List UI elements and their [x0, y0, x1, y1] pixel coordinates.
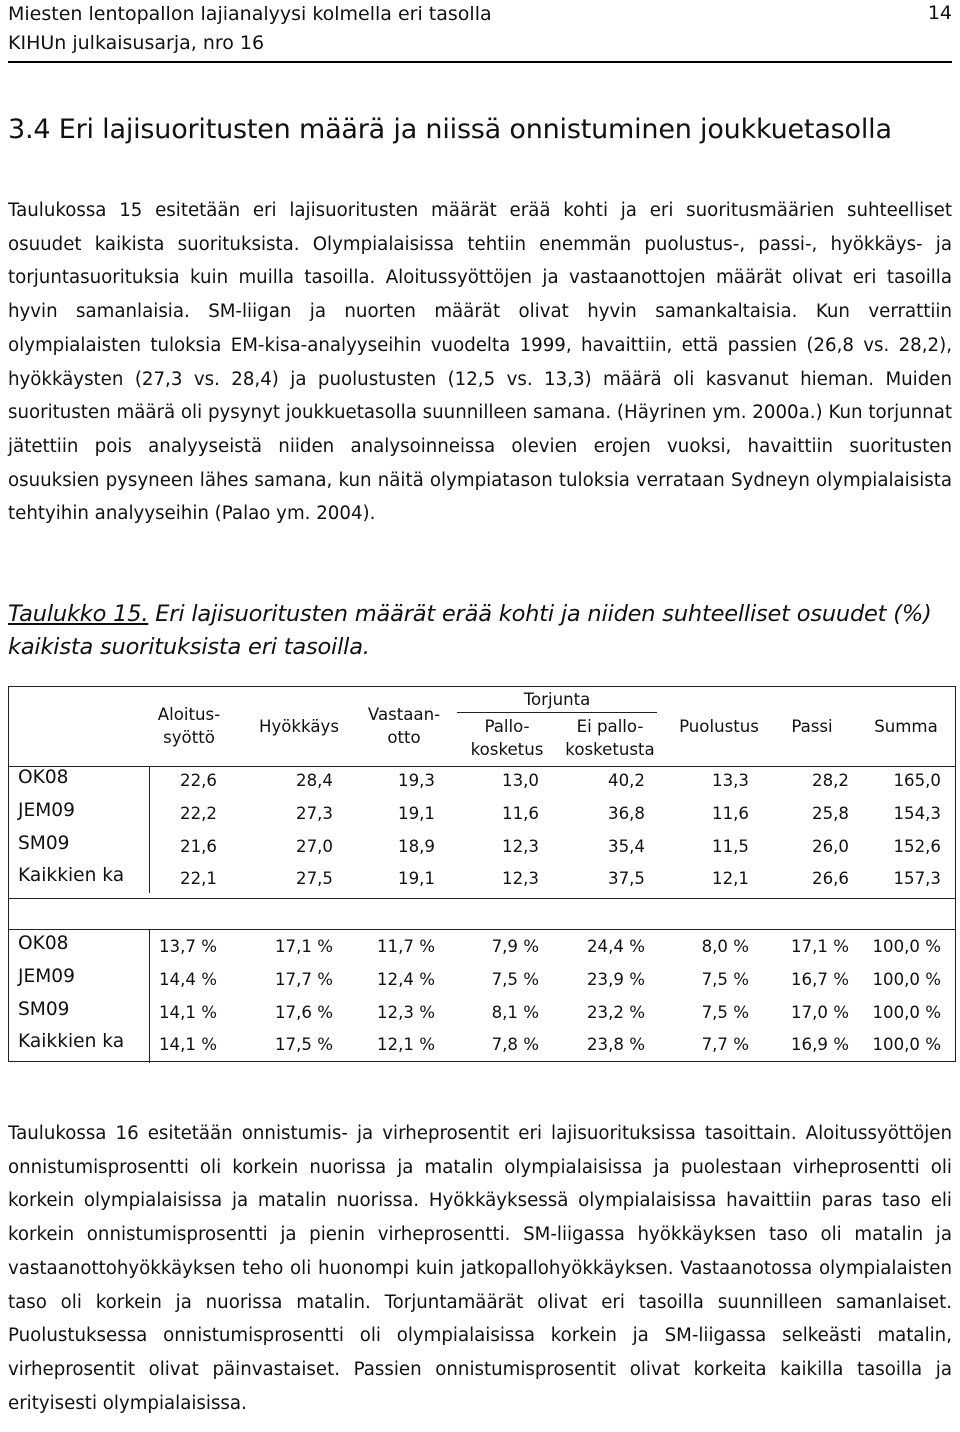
- row-label: JEM09: [18, 966, 75, 987]
- table-cell: 16,9 %: [791, 1035, 849, 1054]
- table-cell: 27,5: [296, 869, 333, 888]
- table-cell: 100,0 %: [872, 1003, 941, 1022]
- table-cell: 7,9 %: [491, 937, 539, 956]
- table-cell: 11,5: [712, 837, 749, 856]
- table-cell: 23,2 %: [587, 1003, 645, 1022]
- table-cell: 25,8: [812, 804, 849, 823]
- header-vastaanotto: Vastaan- otto: [367, 705, 441, 747]
- row-label: Kaikkien ka: [18, 1031, 125, 1052]
- table-cell: 157,3: [893, 869, 941, 888]
- table-cell: 26,0: [812, 837, 849, 856]
- table-cell: 14,1 %: [159, 1003, 217, 1022]
- table-cell: 26,6: [812, 869, 849, 888]
- table-cell: 22,6: [180, 771, 217, 790]
- table-caption-label: Taulukko 15.: [8, 601, 149, 627]
- table-cell: 12,4 %: [377, 970, 435, 989]
- running-header-title: Miesten lentopallon lajianalyysi kolmella eri tasolla: [8, 3, 492, 25]
- header-pallokosketus: Pallo- kosketus: [470, 717, 544, 759]
- table-cell: 19,1: [398, 804, 435, 823]
- table-cell: 12,1: [712, 869, 749, 888]
- table-cell: 17,0 %: [791, 1003, 849, 1022]
- table-cell: 18,9: [398, 837, 435, 856]
- table-cell: 12,3 %: [377, 1003, 435, 1022]
- data-table: [8, 686, 956, 1062]
- table-cell: 22,2: [180, 804, 217, 823]
- torjunta-rule: [457, 712, 657, 713]
- block-divider: [9, 929, 955, 930]
- table-cell: 12,3: [502, 837, 539, 856]
- table-cell: 27,3: [296, 804, 333, 823]
- table-cell: 100,0 %: [872, 937, 941, 956]
- block-divider: [9, 766, 955, 767]
- paragraph-results: Taulukossa 16 esitetään onnistumis- ja virheprosentit eri lajisuorituksissa tasoittain. Aloitussyöttöjen onnistumisprosentti oli korkein nuorissa ja matalin olympialaisissa ja puolestaan virheprosentti oli korkein olympialaisissa ja matalin nuorissa. Hyökkäyksessä olympialaisissa havaittiin paras taso eli korkein onnistumisprosentti ja pienin virheprosentti. SM-liigassa hyökkäyksen taso oli matalin ja vastaanottohyökkäyksen teho oli huonompi kuin jatkopallohyökkäyksen. Vastaanotossa olympialaisten taso oli korkein ja nuorissa matalin. Torjuntamäärät olivat eri tasoilla suunnilleen samanlaiset. Puolustuksessa onnistumisprosentti oli olympialaisissa korkein ja SM-liigassa selkeästi matalin, virheprosentit olivat päinvastaiset. Passien onnistumisprosentit olivat korkeita kaikilla tasoilla ja erityisesti olympialaisissa.: [8, 1123, 952, 1414]
- table-cell: 17,6 %: [275, 1003, 333, 1022]
- header-ei-pallokosketusta: Ei pallo- kosketusta: [565, 717, 655, 759]
- table-cell: 19,3: [398, 771, 435, 790]
- table-cell: 27,0: [296, 837, 333, 856]
- paragraph-intro: Taulukossa 15 esitetään eri lajisuoritusten määrät erää kohti ja eri suoritusmäärien suhteelliset osuudet kaikista suorituksista. Olympialaisissa tehtiin enemmän puolustus-, passi-, hyökkäys- ja torjuntasuorituksia kuin muilla tasoilla. Aloitussyöttöjen ja vastaanottojen määrät olivat eri tasoilla hyvin samanlaisia. SM-liigan ja nuorten määrät olivat hyvin samankaltaisia. Kun verrattiin olympialaisten tuloksia EM-kisa-analyyseihin vuodelta 1999, havaittiin, että passien (26,8 vs. 28,2), hyökkäysten (27,3 vs. 28,4) ja puolustusten (12,5 vs. 13,3) määrä oli kasvanut hieman. Muiden suoritusten määrä oli pysynyt joukkuetasolla suunnilleen samana. (Häyrinen ym. 2000a.) Kun torjunnat jätettiin pois analyyseistä niiden analysoinneissa olevien erojen vuoksi, havaittiin suoritusten osuuksien pysyneen lähes samana, kun näitä olympiatason tuloksia verrataan Sydneyn olympialaisista tehtyihin analyyseihin (Palao ym. 2004).: [8, 200, 952, 525]
- row-label: SM09: [18, 833, 70, 854]
- table-cell: 13,7 %: [159, 937, 217, 956]
- table-cell: 11,6: [502, 804, 539, 823]
- table-cell: 21,6: [180, 837, 217, 856]
- header-hyokkays: Hyökkäys: [258, 717, 339, 736]
- running-header-series: KIHUn julkaisusarja, nro 16: [8, 32, 265, 54]
- table-cell: 8,1 %: [491, 1003, 539, 1022]
- table-cell: 13,0: [502, 771, 539, 790]
- table-cell: 23,9 %: [587, 970, 645, 989]
- row-label: OK08: [18, 933, 69, 954]
- table-cell: 40,2: [608, 771, 645, 790]
- table-cell: 28,4: [296, 771, 333, 790]
- row-label: SM09: [18, 999, 70, 1020]
- table-cell: 100,0 %: [872, 1035, 941, 1054]
- table-caption: [8, 598, 956, 664]
- header-rule: [8, 61, 952, 63]
- table-cell: 7,8 %: [491, 1035, 539, 1054]
- table-cell: 8,0 %: [701, 937, 749, 956]
- table-cell: 17,5 %: [275, 1035, 333, 1054]
- table-cell: 13,3: [712, 771, 749, 790]
- table-cell: 28,2: [812, 771, 849, 790]
- table-cell: 17,7 %: [275, 970, 333, 989]
- header-summa: Summa: [874, 717, 938, 736]
- table-cell: 12,3: [502, 869, 539, 888]
- table-cell: 16,7 %: [791, 970, 849, 989]
- table-cell: 11,7 %: [377, 937, 435, 956]
- table-cell: 154,3: [893, 804, 941, 823]
- table-cell: 36,8: [608, 804, 645, 823]
- table-cell: 152,6: [893, 837, 941, 856]
- header-aloitussyotto: Aloitus- syöttö: [157, 705, 221, 747]
- header-torjunta: Torjunta: [523, 690, 591, 709]
- table-cell: 17,1 %: [791, 937, 849, 956]
- table-cell: 24,4 %: [587, 937, 645, 956]
- section-title: 3.4 Eri lajisuoritusten määrä ja niissä onnistuminen joukkuetasolla: [8, 114, 892, 145]
- block-divider: [9, 898, 955, 899]
- row-label: OK08: [18, 767, 69, 788]
- page-number: 14: [927, 2, 952, 24]
- table-cell: 35,4: [608, 837, 645, 856]
- row-label: Kaikkien ka: [18, 865, 125, 886]
- table-cell: 14,1 %: [159, 1035, 217, 1054]
- table-cell: 19,1: [398, 869, 435, 888]
- table-cell: 11,6: [712, 804, 749, 823]
- table-caption-text: Eri lajisuoritusten määrät erää kohti ja niiden suhteelliset osuudet (%) kaikista suorituksista eri tasoilla.: [8, 601, 932, 660]
- header-passi: Passi: [791, 717, 833, 736]
- table-cell: 7,7 %: [701, 1035, 749, 1054]
- table-cell: 165,0: [893, 771, 941, 790]
- table-cell: 23,8 %: [587, 1035, 645, 1054]
- row-label: JEM09: [18, 800, 75, 821]
- table-cell: 12,1 %: [377, 1035, 435, 1054]
- header-puolustus: Puolustus: [679, 717, 759, 736]
- table-cell: 7,5 %: [701, 970, 749, 989]
- table-cell: 14,4 %: [159, 970, 217, 989]
- table-cell: 22,1: [180, 869, 217, 888]
- table-cell: 17,1 %: [275, 937, 333, 956]
- table-cell: 100,0 %: [872, 970, 941, 989]
- table-cell: 37,5: [608, 869, 645, 888]
- table-cell: 7,5 %: [701, 1003, 749, 1022]
- table-cell: 7,5 %: [491, 970, 539, 989]
